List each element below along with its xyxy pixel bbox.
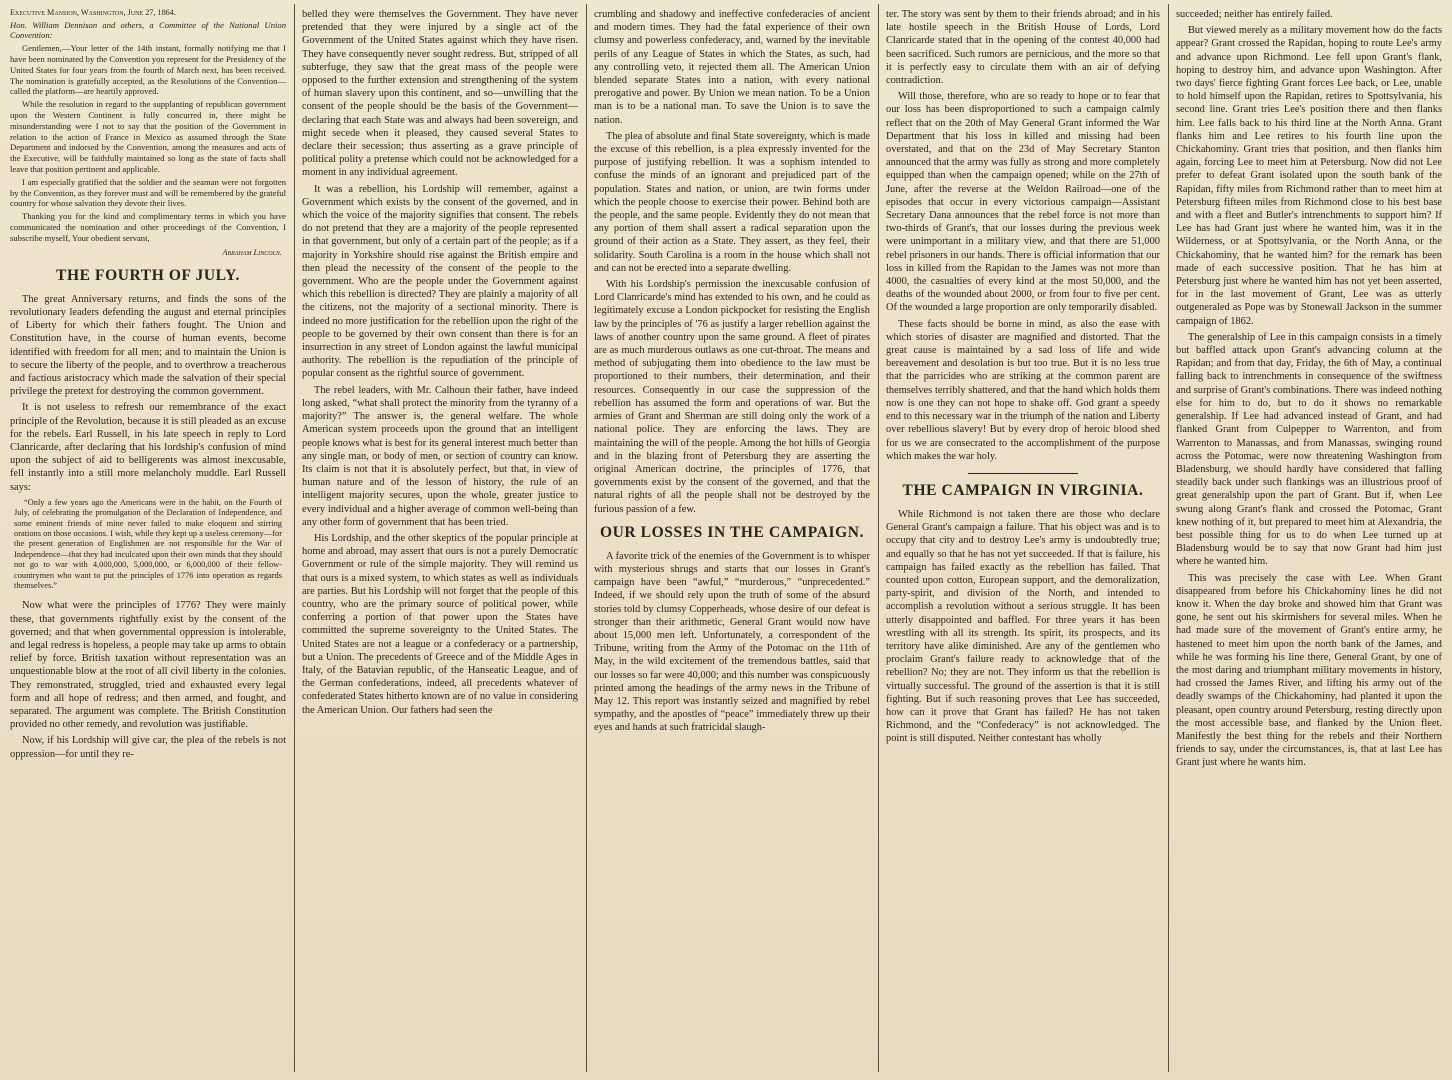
article-paragraph: Now what were the principles of 1776? They were mainly these, that governments rightfully exist by the consent of the governed; and that when governmental oppression is intolerable, and legal redress is hopeless, a people may take up arms to obtain relief by force. British taxation without representation was an unquestionable blow at the root of all civil liberty in the colonies. They remonstrated, struggled, tried and exhausted every legal form and all hope of redress; and then armed, and fought, and separated. The argument was complete. The British Constitution provided no other remedy, and revolution was justifiable.: [10, 600, 286, 731]
letter-dateline: Executive Mansion, Washington, June 27, 1864.: [10, 8, 176, 17]
article-paragraph: It was a rebellion, his Lordship will remember, against a Government which exists by the consent of the governed, and in which the voice of the majority signifies that consent. The rebels do not pretend that they are a majority of the people represented in that government, but only of a certain part of the people; as if a majority in Yorkshire should rise against the British empire and then plead the necessity of the consent of the people to the government. Who are the people under the Government against which this rebellion is directed? They are plainly a majority of all the citizens, not the majority of a sectional minority. There is indeed no more justification for the rebellion upon the right of the people to be governed by their own consent than there is for an insurrection in any street of London against the lawful municipal authority. The rebellion is the repudiation of the principle of popular consent as the rightful source of government.: [302, 183, 578, 380]
letter-paragraph: Thanking you for the kind and complimentary terms in which you have communicated the nomination and other proceedings of the Convention, I subscribe myself, Your obedient servant,: [10, 211, 286, 243]
article-paragraph: While Richmond is not taken there are those who declare General Grant's campaign a failure. That his object was and is to occupy that city and to destroy Lee's army is undoubtedly true; and equally so that he has not yet succeeded. If that is failure, his campaign has failed exactly as the rebellion has failed. That counted upon cotton, European support, and the demoralization, party-spirit, and division of the North, and intended to accomplish a revolution without a serious struggle. It has been utterly disappointed and baffled. For three years it has been wrestling with all its strength. Its spirit, its prospects, and its territory have alike diminished. Are any of the gentlemen who proclaim Grant's failure ready to acknowledge that of the rebellion? No; they are not. They inform us that the rebellion is virtually successful. The ground of the assertion is that it is still fighting. But if such reasoning proves that Lee has succeeded, how can it prove that Grant has failed? He has not taken Richmond, and the “Confederacy” is not acknowledged. The point is still disputed. Neither contestant has wholly: [886, 508, 1160, 745]
column-rule: [878, 4, 879, 1072]
article-paragraph: The generalship of Lee in this campaign consists in a timely but baffled attack upon Grant's advancing column at the Rapidan; and from that day, Friday, the 6th of May, a continual falling back to intrenchments in consequence of the swiftness and surprise of Grant's combinations. There was indeed nothing else for him to do, but to do it shows no remarkable generalship. If Lee had advanced instead of Grant, and had flanked Grant from Culpepper to Warrenton, and from Warrenton to Manassas, and from Manassas, swinging round across the Potomac, were now threatening Washington from Bladensburg, we should hardly have considered that falling steadily back under such flankings was an illustrious proof of great generalship upon the part of Grant. But if, when Lee swung along Grant's flank and crossed the Potomac, Grant knew nothing of it, but prepared to meet him at Alexandria, the best possible thing for us to do when Lee turned up at Bladensburg would be to say that now Grant had him just where he wanted him.: [1176, 331, 1442, 568]
article-paragraph: The plea of absolute and final State sovereignty, which is made the excuse of this rebellion, is a plea expressly invented for the purpose of justifying rebellion. It was a sophism intended to confuse the minds of an ignorant and prejudiced part of the population. States and nation, or union, are twin forms under which the people choose to exercise their power. Behind both are the people, and the same people. Evidently they do not mean that any portion of them shall assert a radical separation upon the ground of their action as a State. They assert, as they feel, their solidarity. South Carolina is a room in the house which shall not and can not be erected into a separate dwelling.: [594, 130, 870, 274]
article-paragraph: It is not useless to refresh our remembrance of the exact principle of the Revolution, because it is still pleaded as an excuse for the rebels. Earl Russell, in his late speech in reply to Lord Clanricarde, after declaring that his lordship's confusion of mind upon the subject of aid to belligerents was almost inexcusable, fell instantly into a still more melancholy muddle. Earl Russell says:: [10, 402, 286, 493]
column-1: [4, 4, 292, 1072]
article-paragraph: A favorite trick of the enemies of the Government is to whisper with mysterious shrugs and starts that our losses in Grant's campaign have been “awful,” “murderous,” “unprecedented.” Indeed, if we should rely upon the truth of some of the absurd stories told by clumsy Copperheads, whose desire of our defeat is stronger than their arithmetic, General Grant would now have about 15,000 men left. Unfortunately, a correspondent of the Tribune, writing from the Army of the Potomac on the 11th of May, in the wild excitement of the tremendous battles, said that our losses so far were 40,000; and this number was conspicuously printed among the headings of the army news in the Tribune of May 12. This report was instantly seized and magnified by rebel sympathy, and the apostles of “peace” immediately threw up their eyes and hands at such fratricidal slaugh-: [594, 550, 870, 734]
article-paragraph: But viewed merely as a military movement how do the facts appear? Grant crossed the Rapidan, hoping to route Lee's army and advance upon Richmond. Lee fell upon Grant's flank, hoping to destroy him, and advance upon Washington. After two days' fierce fighting Grant forces Lee back, or Lee, unable to hold himself upon the Rapidan, retires to Spottsylvania, his second line. Grant tries Lee's position there and then flanks him. Lee falls back to his third line at the North Anna. Grant flanks him and Lee retires to his fourth line upon the Chickahominy. Grant tries that position, and then flanks him again, forcing Lee to meet him at Petersburg. Now did not Lee prefer to defeat Grant isolated upon the south bank of the Rapidan, fifty miles from Richmond rather than to meet him at Petersburg fifteen miles from Richmond close to his best base and with a fleet and Butler's intrenchments to support him? If Lee has had Grant just where he wanted him, was it in the Wilderness, or at Spottsylvania, or the North Anna, or the Chickahominy, that he wanted him? for the remark has been made of each successive position. That he has him at Petersburg just where he wanted him has not yet been asserted, for in the last movement of Grant, Lee was as utterly outgeneraled as Pope was by Stonewall Jackson in the summer campaign of 1862.: [1176, 25, 1442, 327]
heading-divider: [968, 473, 1078, 474]
article-paragraph: Now, if his Lordship will give car, the plea of the rebels is not oppression—for until they re-: [10, 735, 286, 760]
column-2: [296, 4, 584, 1072]
article-paragraph: ter. The story was sent by them to their friends abroad; and in his late hostile speech in the British House of Lords, Lord Clanricarde stated that in the opening of the contest 40,000 had been sacrificed. Such rumors are pernicious, and the more so that it is perfectly easy to circulate them with an air of defying contradiction.: [886, 9, 1160, 87]
article-heading: THE FOURTH OF JULY.: [56, 266, 240, 284]
article-paragraph: belled they were themselves the Government. They have never pretended that they were injured by a single act of the Government of the United States against which they have risen. They have consequently never sought redress. But, stripped of all subterfuge, they saw that the great mass of the people were opposed to the further extension and strengthening of the system of human slavery upon this continent, and so—unwilling that the consent of the people should be the basis of the Government—declaring that each State was and always had been sovereign, and might secede when it pleased, they caused several States to declare their secession; thus asserting as a grave principle of political polity a pretense which could not be acknowledged for a moment in any individual agreement.: [302, 9, 578, 179]
article-paragraph: The great Anniversary returns, and finds the sons of the revolutionary leaders defending the august and eternal principles of Liberty for which their fathers fought. The Union and Constitution have, in the course of human events, become identified with freedom for all men; and to maintain the Union is to secure the liberty of the people, and to overthrow a treacherous and factious aristocracy which made the salvation of their special privilege the pretext for destroying the common government.: [10, 293, 286, 398]
column-rule: [1168, 4, 1169, 1072]
article-paragraph: crumbling and shadowy and ineffective confederacies of ancient and modern times. They had the fatal experience of their own clumsy and powerless confederacy, and, warned by the inevitable perils of any League of States in which the States, as such, had any controlling veto, it rejected them all. The American Union blended separate States into a nation, with every national prerogative and power. By Union we mean nation. To be a Union man is to be a national man. To save the Union is to save the nation.: [594, 9, 870, 126]
article-paragraph: With his Lordship's permission the inexcusable confusion of Lord Clanricarde's mind has extended to his own, and he could as legitimately excuse a London pickpocket for resisting the English law by the principles of '76 as justify a larger rebellion against the laws of another country upon the same ground. A fleet of pirates are as much murderous outlaws as one cut-throat. The means and method of subjugating them into obedience to the law must be proportioned to their numbers, their determination, and their resources. Consequently in our case the suppression of the rebellion has assumed the form and operations of war. But the armies of Grant and Sherman are still doing only the work of a national police. They are enforcing the laws. They are maintaining the will of the people. Among the hot hills of Georgia and in the blazing front of Petersburg they are asserting the original American doctrine, the principles of 1776, that governments exist by the consent of the governed, and that the natural rights of all the people shall not be destroyed by the furious passion of a few.: [594, 279, 870, 515]
letter-paragraph: While the resolution in regard to the supplanting of republican government upon the Western Continent is fully concurred in, there might be misunderstanding were I not to say that the position of the Government in relation to the action of France in Mexico as assumed through the State Department and indorsed by the Convention, among the measures and acts of the Executive, will be faithfully maintained so long as the state of facts shall leave that position pertinent and applicable.: [10, 99, 286, 174]
letter-address: Hon. William Dennison and others, a Committee of the National Union Convention:: [10, 19, 286, 41]
letter-paragraph: I am especially gratified that the soldier and the seaman were not forgotten by the Convention, as they forever must and will be remembered by the grateful country for whose salvation they devote their lives.: [10, 176, 286, 209]
article-paragraph: Will those, therefore, who are so ready to hope or to fear that our loss has been disproportioned to such a campaign calmly reflect that on the 20th of May General Grant informed the War Department that his loss in killed and missing had been overstated, and that on the 23d of May Secretary Stanton announced that the army was fully as strong and more completely equipped than when the campaign opened; while on the 27th of June, after the reverse at the Weldon Railroad—one of the episodes that occur in every victorious campaign—Assistant Secretary Dana announces that the rebel force is not more than two-thirds of Grant's, that our losses during the previous week were unimportant in a military view, and that there are 51,000 rebel prisoners in our hands. There is official information that our loss in killed from the Rapidan to the James was not more than 4000, the casualties of every kind at the most 50,000, and the deaths of the wounded about 2000, or from four to five per cent. Of the wounded a large proportion are only temporarily disabled.: [886, 91, 1160, 314]
column-rule: [294, 4, 295, 1072]
article-paragraph: The rebel leaders, with Mr. Calhoun their father, have indeed long asked, “what shall protect the minority from the tyranny of a majority?” The answer is, the general welfare. The whole American system proceeds upon the ground that an intelligent people knows what is best for its general interest much better than any single man, or body of men, or section of country can know. Its claim is not that it is absolutely perfect, but that, in view of human nature and of the lesson of history, the rule of an intelligent majority secures, upon the whole, greater justice to every individual and a higher average of common well-being than any other form of government that has been tried.: [302, 384, 578, 528]
column-rule: [586, 4, 587, 1072]
article-heading: OUR LOSSES IN THE CAMPAIGN.: [599, 523, 865, 541]
column-3: [588, 4, 876, 1072]
article-heading: THE CAMPAIGN IN VIRGINIA.: [902, 481, 1144, 499]
article-paragraph: His Lordship, and the other skeptics of the popular principle at home and abroad, may assert that ours is not a purely Democratic Government or rule of the simple majority. They will remind us that ours is a mixed system, to which states as well as individuals are parties. But his Lordship will not forget that the people of this country, who are the primary source of political power, while conferring a portion of that power upon the States have committed the supreme sovereignty to the United States. The United States are not a league or a confederacy or a partnership, but a Union. The precedents of Greece and of the Middle Ages in Italy, of the Batavian republic, of the Hanseatic League, and of the German confederations, indeed, all precedents whatever of confederated States hitherto known are of no value in considering the American Union. Our fathers had seen the: [302, 532, 578, 716]
letter-paragraph: Gentlemen,—Your letter of the 14th instant, formally notifying me that I have been nominated by the Convention you represent for the Presidency of the United States for four years from the fourth of March next, has been received. The nomination is gratefully accepted, as the Resolutions of the Convention—called the platform—are heartily approved.: [10, 43, 286, 97]
article-paragraph: succeeded; neither has entirely failed.: [1176, 9, 1333, 20]
column-5: [1170, 4, 1448, 1072]
block-quote: “Only a few years ago the Americans were in the habit, on the Fourth of July, of celebrating the promulgation of the Declaration of Independence, and some eminent friends of mine never failed to make eloquent and stirring orations on those occasions. I wish, while they kept up a useless ceremony—for the present generation of Englishmen are not responsible for the War of Independence—that they had inculcated upon their own minds that they should not go to war with 4,000,000, 5,000,000, or 6,000,000 of their fellow-countrymen who want to put the principles of 1776 into operation as regards themselves.”: [14, 497, 282, 591]
letter-signature: Abraham Lincoln.: [222, 247, 282, 257]
column-4: [880, 4, 1166, 1072]
article-paragraph: This was precisely the case with Lee. When Grant disappeared from before his Chickahominy lines he did not know it. When the day broke and showed him that Grant was gone, he sent out his skirmishers for several miles. When he had made sure of the movement of Grant's entire army, he hastened to meet him upon the north bank of the James, and while he was forming his line there, General Grant, by one of the most daring and triumphant military movements in history, had crossed the James River, and lifting his army out of the deadly swamps of the Chickahominy, had planted it upon the pleasant, open country around Petersburg, resting directly upon the most accessible base, and flanked by the Union fleet. Manifestly the best thing for the rebels and their Northern friends to say, under the circumstances, is, that at last Lee has Grant just where he wants him.: [1176, 572, 1442, 769]
article-paragraph: These facts should be borne in mind, as also the ease with which stories of disaster are magnified and distorted. That the great cause is maintained by a sad loss of life and wide bereavement and desolation is but too true. But it is no less true that the parricides who are striking at the common parent are themselves terribly shattered, and that the hand which holds them now is one they can not hope to shake off. God grant a speedy end to this necessary war in the triumph of the nation and Liberty over rebellious slavery! But by every drop of heroic blood shed for us we are consecrated to the accomplishment of the purpose which makes the war holy.: [886, 318, 1160, 462]
